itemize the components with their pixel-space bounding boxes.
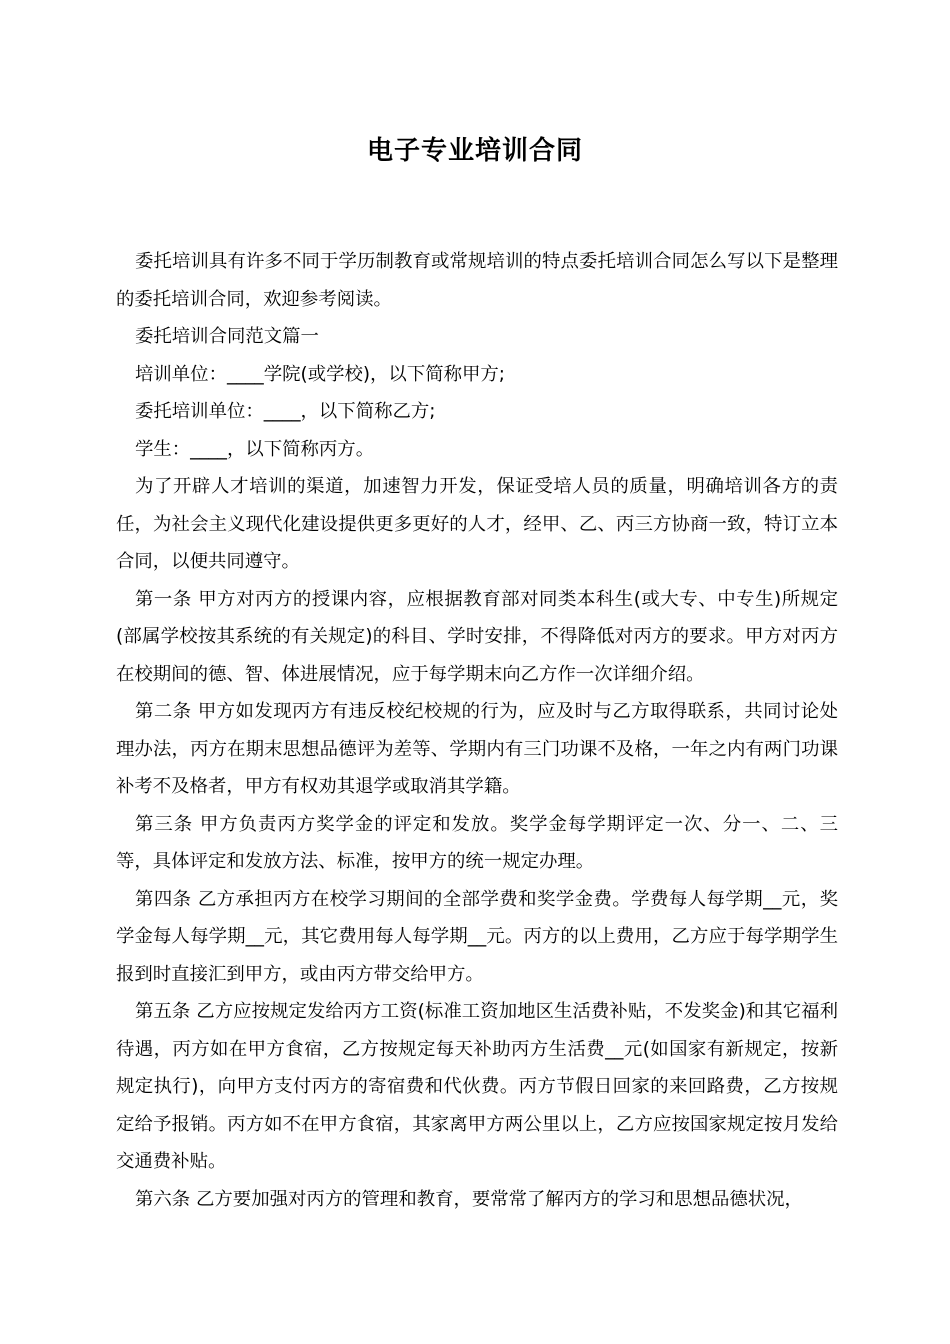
article-3: 第三条 甲方负责丙方奖学金的评定和发放。奖学金每学期评定一次、分一、二、三等，具体评定和发放方法、标准，按甲方的统一规定办理。 [116, 813, 838, 872]
article-6: 第六条 乙方要加强对丙方的管理和教育，要常常了解丙方的学习和思想品德状况， [135, 1188, 803, 1210]
section-heading: 委托培训合同范文篇一 [135, 326, 319, 347]
intro-paragraph: 委托培训具有许多不同于学历制教育或常规培训的特点委托培训合同怎么写以下是整理的委托培训合同，欢迎参考阅读。 [116, 251, 838, 310]
article-5: 第五条 乙方应按规定发给丙方工资(标准工资加地区生活费补贴，不发奖金)和其它福利待遇，丙方如在甲方食宿，乙方按规定每天补助丙方生活费__元(如国家有新规定，按新规定执行)，向甲方支付丙方的寄宿费和代伙费。丙方节假日回家的来回路费，乙方按规定给予报销。丙方如不在甲方食宿，其家离甲方两公里以上，乙方应按国家规定按月发给交通费补贴。 [116, 1001, 838, 1172]
document-body [116, 243, 838, 1218]
article-4: 第四条 乙方承担丙方在校学习期间的全部学费和奖学金费。学费每人每学期__元，奖学金每人每学期__元，其它费用每人每学期__元。丙方的以上费用，乙方应于每学期学生报到时直接汇到甲方，或由丙方带交给甲方。 [116, 888, 838, 985]
document-title: 电子专业培训合同 [366, 136, 583, 166]
party-b-line: 委托培训单位：____，以下简称乙方; [135, 401, 436, 422]
purpose-paragraph: 为了开辟人才培训的渠道，加速智力开发，保证受培人员的质量，明确培训各方的责任，为社会主义现代化建设提供更多更好的人才，经甲、乙、丙三方协商一致，特订立本合同，以便共同遵守。 [116, 476, 838, 572]
article-2: 第二条 甲方如发现丙方有违反校纪校规的行为，应及时与乙方取得联系，共同讨论处理办法，丙方在期末思想品德评为差等、学期内有三门功课不及格，一年之内有两门功课补考不及格者，甲方有权劝其退学或取消其学籍。 [116, 701, 838, 797]
party-a-line: 培训单位：____学院(或学校)，以下简称甲方; [135, 363, 505, 385]
party-c-line: 学生：____，以下简称丙方。 [135, 438, 375, 460]
article-1: 第一条 甲方对丙方的授课内容，应根据教育部对同类本科生(或大专、中专生)所规定(部属学校按其系统的有关规定)的科目、学时安排，不得降低对丙方的要求。甲方对丙方在校期间的德、智、体进展情况，应于每学期末向乙方作一次详细介绍。 [116, 588, 838, 685]
